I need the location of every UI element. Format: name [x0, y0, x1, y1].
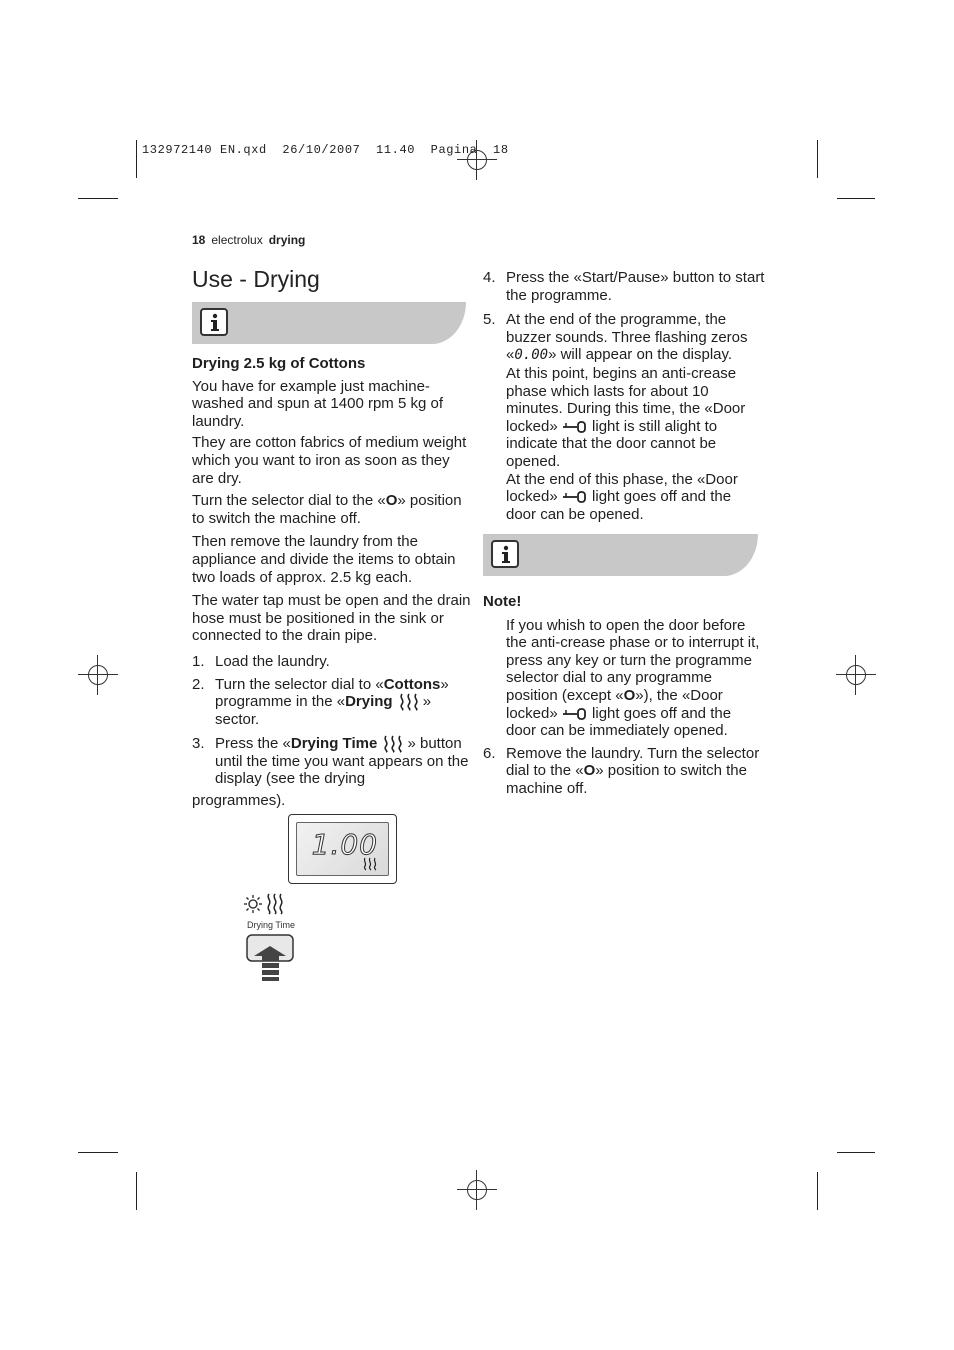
section-heading: Drying 2.5 kg of Cottons: [192, 355, 366, 372]
drying-icon: [381, 735, 407, 753]
door-locked-icon: [562, 421, 588, 433]
info-bar: [483, 534, 758, 576]
crop-mark: [136, 140, 137, 178]
info-icon: [200, 308, 228, 336]
list-item: 3. Press the «Drying Time » button until the time you want appears on the display (see the drying: [192, 734, 469, 788]
list-item: 2. Turn the selector dial to «Cottons» programme in the «Drying » sector.: [192, 675, 449, 729]
button-label: Drying Time: [247, 920, 296, 930]
brand-name: electrolux: [211, 233, 263, 247]
drying-time-button[interactable]: [246, 934, 296, 982]
door-locked-icon: [562, 708, 588, 720]
list-item: 6. Remove the laundry. Turn the selector dial to the «O» position to switch the machine off.: [483, 744, 760, 797]
crop-mark: [136, 1172, 137, 1210]
display-digits: 1.00: [311, 828, 378, 861]
list-item: 1. Load the laundry.: [192, 652, 330, 670]
steps-list: [192, 653, 472, 788]
crop-mark: [817, 1172, 818, 1210]
paragraph: They are cotton fabrics of medium weight which you want to iron as soon as they are dry.: [192, 434, 467, 487]
left-column: [192, 355, 472, 814]
flashing-zeros: 0.00: [514, 347, 549, 364]
crop-mark: [837, 1152, 875, 1153]
running-header: [192, 233, 305, 247]
note-block: [483, 593, 765, 803]
page-title: Use - Drying: [192, 266, 320, 292]
note-heading: Note!: [483, 593, 522, 610]
drying-icon: [265, 893, 285, 915]
registration-mark: [457, 1170, 497, 1210]
list-item: 5. At the end of the programme, the buzzer sounds. Three flashing zeros «0.00» will appear on the display. At this point, begins an anti-crease phase which lasts for about 10 minutes. During this time, the «Door locked» light is still alight to indicate that the door cannot be opened. At the end of this phase, the «Door locked» light goes off and the door can be opened.: [483, 311, 748, 523]
crop-mark: [78, 1152, 118, 1153]
steps-list: [483, 745, 765, 798]
print-slug: 132972140 EN.qxd 26/10/2007 11.40 Pagina 18: [142, 143, 509, 157]
registration-mark: [78, 655, 118, 695]
steps-list: [483, 269, 765, 523]
registration-mark: [836, 655, 876, 695]
crop-mark: [78, 198, 118, 199]
note-text: If you whish to open the door before the anti-crease phase or to interrupt it, press any key or turn the programme selector dial to any programme position (except «O»), the «Door locked» light goes off and the door can be immediately opened.: [506, 616, 760, 740]
sun-icon: [243, 894, 263, 914]
paragraph: programmes).: [192, 791, 286, 809]
right-column: [483, 269, 765, 528]
paragraph: Then remove the laundry from the appliance and divide the items to obtain two loads of approx. 2.5 kg each.: [192, 533, 456, 586]
display-panel: [288, 814, 397, 884]
paragraph: You have for example just machine-washed and spun at 1400 rpm 5 kg of laundry.: [192, 377, 444, 430]
info-bar: [192, 302, 466, 344]
page-number: 18: [192, 233, 206, 247]
door-locked-icon: [562, 491, 588, 503]
section-name: drying: [268, 233, 306, 247]
drying-icon: [362, 857, 378, 871]
paragraph: The water tap must be open and the drain hose must be positioned in the sink or connected to the drain pipe.: [192, 592, 471, 645]
crop-mark: [837, 198, 875, 199]
drying-icon: [397, 693, 423, 711]
info-icon: [491, 540, 519, 568]
list-item: 4. Press the «Start/Pause» button to start the programme.: [483, 269, 765, 304]
crop-mark: [817, 140, 818, 178]
paragraph: Turn the selector dial to the «O» position to switch the machine off.: [192, 492, 462, 527]
